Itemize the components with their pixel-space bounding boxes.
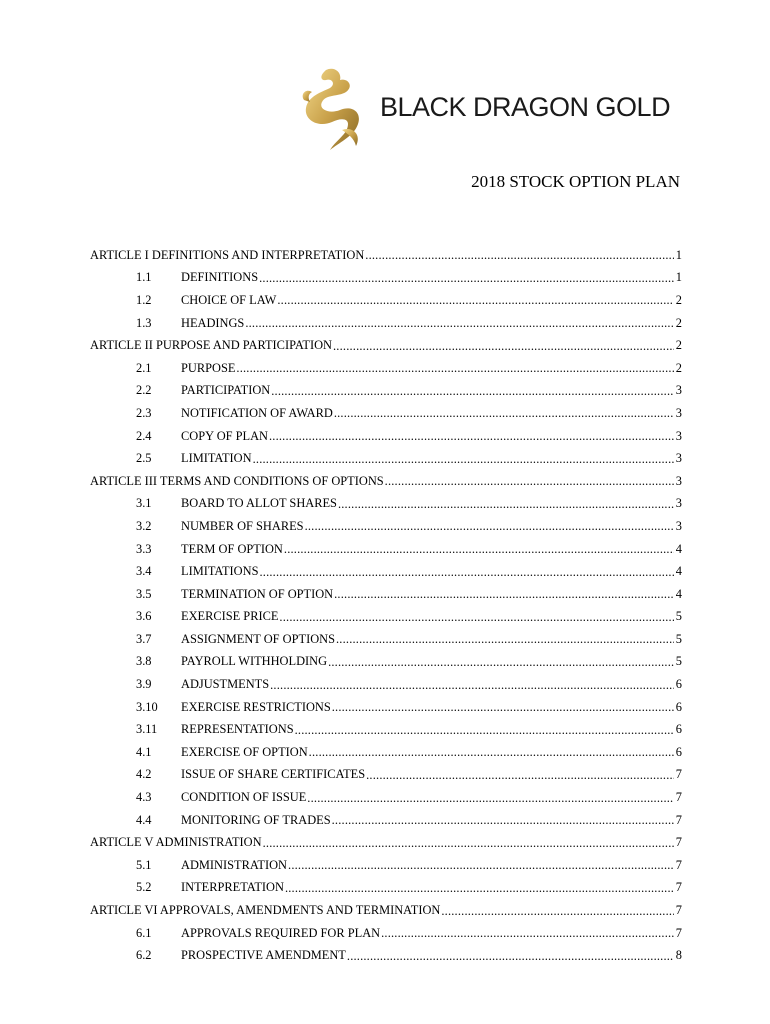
toc-article-row[interactable]: [90, 244, 682, 267]
toc-dot-leader: [284, 542, 674, 556]
toc-dot-leader: [332, 813, 674, 827]
toc-dot-leader: [236, 361, 674, 375]
toc-dot-leader: [285, 881, 674, 895]
toc-section-number: 3.7: [136, 631, 152, 646]
toc-dot-leader: [271, 384, 674, 398]
toc-dot-leader: [269, 429, 674, 443]
toc-entry-title: ADMINISTRATION: [181, 857, 288, 872]
toc-article-row[interactable]: [90, 334, 682, 357]
toc-entry-title: EXERCISE RESTRICTIONS: [181, 699, 331, 714]
toc-section-row[interactable]: [90, 628, 682, 651]
toc-dot-leader: [305, 519, 674, 533]
toc-entry-title: COPY OF PLAN: [181, 428, 268, 443]
toc-section-number: 6.1: [136, 925, 152, 940]
toc-section-number: 4.1: [136, 744, 152, 759]
toc-section-number: 3.5: [136, 586, 152, 601]
toc-entry-title: ADJUSTMENTS: [181, 677, 270, 692]
toc-page-number: 6: [675, 699, 682, 714]
toc-dot-leader: [334, 587, 674, 601]
toc-entry-title: NOTIFICATION OF AWARD: [181, 405, 333, 420]
toc-section-row[interactable]: [90, 741, 682, 764]
toc-section-number: 6.2: [136, 948, 152, 963]
toc-entry-title: REPRESENTATIONS: [181, 722, 294, 737]
toc-page-number: 5: [675, 631, 682, 646]
toc-page-number: 3: [675, 428, 682, 443]
toc-page-number: 5: [675, 609, 682, 624]
toc-dot-leader: [288, 858, 674, 872]
toc-dot-leader: [259, 271, 674, 285]
toc-page-number: 2: [675, 338, 682, 353]
toc-section-number: 2.4: [136, 428, 152, 443]
toc-dot-leader: [279, 610, 674, 624]
toc-entry-title: EXERCISE PRICE: [181, 609, 279, 624]
toc-entry-title: ARTICLE V ADMINISTRATION: [90, 835, 262, 850]
toc-section-row[interactable]: [90, 267, 682, 290]
toc-entry-title: TERMINATION OF OPTION: [181, 586, 334, 601]
toc-section-number: 2.2: [136, 383, 152, 398]
toc-entry-title: BOARD TO ALLOT SHARES: [181, 496, 337, 511]
toc-dot-leader: [270, 678, 674, 692]
toc-page-number: 2: [675, 360, 682, 375]
toc-section-number: 3.4: [136, 564, 152, 579]
toc-entry-title: DEFINITIONS: [181, 270, 259, 285]
toc-entry-title: ASSIGNMENT OF OPTIONS: [181, 631, 335, 646]
toc-section-number: 3.9: [136, 677, 152, 692]
dragon-logo-icon: [296, 64, 376, 154]
toc-section-row[interactable]: [90, 583, 682, 606]
table-of-contents: [90, 244, 682, 967]
toc-section-number: 4.2: [136, 767, 152, 782]
toc-page-number: 4: [675, 564, 682, 579]
toc-section-row[interactable]: [90, 380, 682, 403]
toc-page-number: 7: [675, 812, 682, 827]
toc-entry-title: HEADINGS: [181, 315, 245, 330]
toc-entry-title: PROSPECTIVE AMENDMENT: [181, 948, 346, 963]
toc-section-number: 3.11: [136, 722, 158, 737]
toc-dot-leader: [347, 949, 674, 963]
toc-section-row[interactable]: [90, 447, 682, 470]
toc-entry-title: ARTICLE VI APPROVALS, AMENDMENTS AND TERMINATION: [90, 903, 441, 918]
toc-page-number: 2: [675, 315, 682, 330]
toc-entry-title: ARTICLE II PURPOSE AND PARTICIPATION: [90, 338, 332, 353]
toc-page-number: 7: [675, 903, 682, 918]
toc-section-row[interactable]: [90, 673, 682, 696]
toc-page-number: 3: [675, 518, 682, 533]
toc-section-number: 2.5: [136, 451, 152, 466]
toc-entry-title: LIMITATIONS: [181, 564, 259, 579]
toc-dot-leader: [277, 293, 674, 307]
toc-section-number: 1.2: [136, 292, 152, 307]
toc-section-number: 4.3: [136, 790, 152, 805]
toc-section-number: 3.8: [136, 654, 152, 669]
toc-entry-title: INTERPRETATION: [181, 880, 284, 895]
toc-section-number: 1.1: [136, 270, 152, 285]
toc-page-number: 3: [675, 473, 682, 488]
toc-section-row[interactable]: [90, 718, 682, 741]
toc-entry-title: ARTICLE III TERMS AND CONDITIONS OF OPTIONS: [90, 473, 384, 488]
toc-entry-title: APPROVALS REQUIRED FOR PLAN: [181, 925, 381, 940]
toc-section-number: 2.3: [136, 405, 152, 420]
toc-entry-title: MONITORING OF TRADES: [181, 812, 331, 827]
toc-dot-leader: [336, 632, 674, 646]
toc-page-number: 7: [675, 790, 682, 805]
toc-entry-title: PAYROLL WITHHOLDING: [181, 654, 328, 669]
toc-page-number: 1: [675, 270, 682, 285]
toc-dot-leader: [295, 723, 674, 737]
toc-entry-title: CONDITION OF ISSUE: [181, 790, 307, 805]
toc-section-number: 3.2: [136, 518, 152, 533]
toc-page-number: 4: [675, 541, 682, 556]
toc-section-number: 3.10: [136, 699, 158, 714]
toc-section-row[interactable]: [90, 696, 682, 719]
toc-section-row[interactable]: [90, 289, 682, 312]
toc-section-row[interactable]: [90, 493, 682, 516]
toc-article-row[interactable]: [90, 899, 682, 922]
toc-page-number: 7: [675, 857, 682, 872]
toc-entry-title: EXERCISE OF OPTION: [181, 744, 308, 759]
document-title: 2018 STOCK OPTION PLAN: [471, 172, 680, 191]
toc-section-row[interactable]: [90, 809, 682, 832]
toc-page-number: 3: [675, 496, 682, 511]
toc-section-row[interactable]: [90, 538, 682, 561]
toc-dot-leader: [259, 565, 674, 579]
toc-page-number: 5: [675, 654, 682, 669]
toc-dot-leader: [245, 316, 674, 330]
toc-section-row[interactable]: [90, 515, 682, 538]
toc-section-row[interactable]: [90, 425, 682, 448]
toc-page-number: 2: [675, 292, 682, 307]
toc-dot-leader: [253, 452, 674, 466]
toc-article-row[interactable]: [90, 470, 682, 493]
toc-page-number: 8: [675, 948, 682, 963]
toc-section-number: 3.3: [136, 541, 152, 556]
toc-dot-leader: [309, 745, 674, 759]
toc-article-row[interactable]: [90, 831, 682, 854]
toc-section-row[interactable]: [90, 854, 682, 877]
toc-page-number: 7: [675, 767, 682, 782]
toc-entry-title: LIMITATION: [181, 451, 252, 466]
toc-section-row[interactable]: [90, 922, 682, 945]
logo-wordmark: BLACK DRAGON GOLD: [380, 92, 671, 122]
toc-entry-title: ISSUE OF SHARE CERTIFICATES: [181, 767, 366, 782]
toc-entry-title: CHOICE OF LAW: [181, 292, 277, 307]
toc-page-number: 1: [675, 247, 682, 262]
toc-dot-leader: [366, 768, 674, 782]
toc-section-row[interactable]: [90, 357, 682, 380]
toc-entry-title: PURPOSE: [181, 360, 236, 375]
toc-section-number: 2.1: [136, 360, 152, 375]
toc-dot-leader: [333, 339, 674, 353]
toc-page-number: 6: [675, 677, 682, 692]
toc-page-number: 3: [675, 451, 682, 466]
toc-section-number: 5.1: [136, 857, 152, 872]
toc-dot-leader: [307, 791, 674, 805]
toc-section-row[interactable]: [90, 560, 682, 583]
toc-entry-title: NUMBER OF SHARES: [181, 518, 304, 533]
toc-section-row[interactable]: [90, 312, 682, 335]
toc-section-row[interactable]: [90, 606, 682, 629]
toc-page-number: 7: [675, 835, 682, 850]
toc-dot-leader: [381, 926, 674, 940]
toc-section-number: 3.1: [136, 496, 152, 511]
company-logo: [296, 64, 676, 154]
toc-dot-leader: [385, 474, 674, 488]
toc-section-row[interactable]: [90, 651, 682, 674]
toc-entry-title: ARTICLE I DEFINITIONS AND INTERPRETATION: [90, 247, 365, 262]
toc-section-row[interactable]: [90, 877, 682, 900]
toc-section-row[interactable]: [90, 402, 682, 425]
toc-entry-title: TERM OF OPTION: [181, 541, 283, 556]
toc-dot-leader: [365, 248, 674, 262]
toc-section-number: 4.4: [136, 812, 152, 827]
toc-section-number: 3.6: [136, 609, 152, 624]
toc-page-number: 6: [675, 744, 682, 759]
toc-section-row[interactable]: [90, 944, 682, 967]
toc-section-row[interactable]: [90, 786, 682, 809]
toc-entry-title: PARTICIPATION: [181, 383, 271, 398]
toc-dot-leader: [441, 904, 674, 918]
toc-dot-leader: [332, 700, 674, 714]
toc-dot-leader: [263, 836, 674, 850]
toc-page-number: 7: [675, 925, 682, 940]
toc-page-number: 7: [675, 880, 682, 895]
toc-page-number: 3: [675, 405, 682, 420]
toc-dot-leader: [334, 406, 674, 420]
toc-page-number: 6: [675, 722, 682, 737]
toc-section-row[interactable]: [90, 764, 682, 787]
toc-section-number: 1.3: [136, 315, 152, 330]
toc-page-number: 3: [675, 383, 682, 398]
toc-dot-leader: [338, 497, 674, 511]
toc-dot-leader: [328, 655, 674, 669]
toc-section-number: 5.2: [136, 880, 152, 895]
toc-page-number: 4: [675, 586, 682, 601]
